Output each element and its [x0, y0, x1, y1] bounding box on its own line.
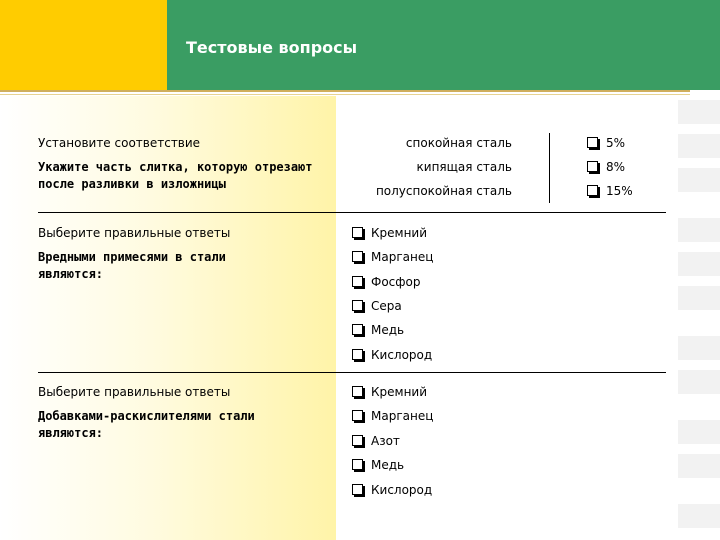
checkbox-icon[interactable]: [352, 276, 363, 287]
page-title: Тестовые вопросы: [186, 38, 358, 57]
q2-question: Вредными примесями в стали являются:: [38, 250, 226, 281]
q3-option[interactable]: Азот: [352, 434, 400, 448]
checkbox-icon[interactable]: [352, 386, 363, 397]
q2-option[interactable]: Медь: [352, 323, 404, 337]
q1-left-item: полуспокойная сталь: [375, 184, 512, 198]
q1-instruction: Установите соответствие: [38, 136, 201, 150]
q2-option[interactable]: Сера: [352, 299, 402, 313]
checkbox-icon[interactable]: [352, 484, 363, 495]
checkbox-icon[interactable]: [352, 324, 363, 335]
checkbox-icon[interactable]: [352, 435, 363, 446]
q2-option[interactable]: Марганец: [352, 250, 433, 264]
checkbox-icon[interactable]: [352, 300, 363, 311]
q1-option[interactable]: 5%: [587, 136, 625, 150]
q3-option[interactable]: Марганец: [352, 409, 433, 423]
checkbox-icon[interactable]: [352, 459, 363, 470]
q1-left-item: спокойная сталь: [405, 136, 512, 150]
decorative-strip: [678, 100, 720, 540]
separator: [38, 212, 666, 213]
checkbox-icon[interactable]: [587, 161, 598, 172]
checkbox-icon[interactable]: [587, 137, 598, 148]
q2-option[interactable]: Кремний: [352, 226, 427, 240]
q3-option[interactable]: Медь: [352, 458, 404, 472]
header-yellow-block: [0, 0, 167, 90]
separator: [38, 372, 666, 373]
checkbox-icon[interactable]: [352, 227, 363, 238]
q1-divider: [549, 133, 550, 203]
q3-instruction: Выберите правильные ответы: [38, 385, 231, 399]
q1-option[interactable]: 8%: [587, 160, 625, 174]
q2-instruction: Выберите правильные ответы: [38, 226, 231, 240]
header-rule-thin: [0, 94, 690, 95]
header-rule: [0, 90, 690, 92]
q2-option[interactable]: Кислород: [352, 348, 432, 362]
checkbox-icon[interactable]: [352, 410, 363, 421]
checkbox-icon[interactable]: [587, 185, 598, 196]
q1-option[interactable]: 15%: [587, 184, 633, 198]
q1-left-item: кипящая сталь: [416, 160, 512, 174]
q3-option[interactable]: Кислород: [352, 483, 432, 497]
q3-option[interactable]: Кремний: [352, 385, 427, 399]
q1-question: Укажите часть слитка, которую отрезают после разливки в изложницы: [38, 160, 313, 191]
checkbox-icon[interactable]: [352, 251, 363, 262]
q3-question: Добавками-раскислителями стали являются:: [38, 409, 255, 440]
checkbox-icon[interactable]: [352, 349, 363, 360]
q2-option[interactable]: Фосфор: [352, 275, 421, 289]
